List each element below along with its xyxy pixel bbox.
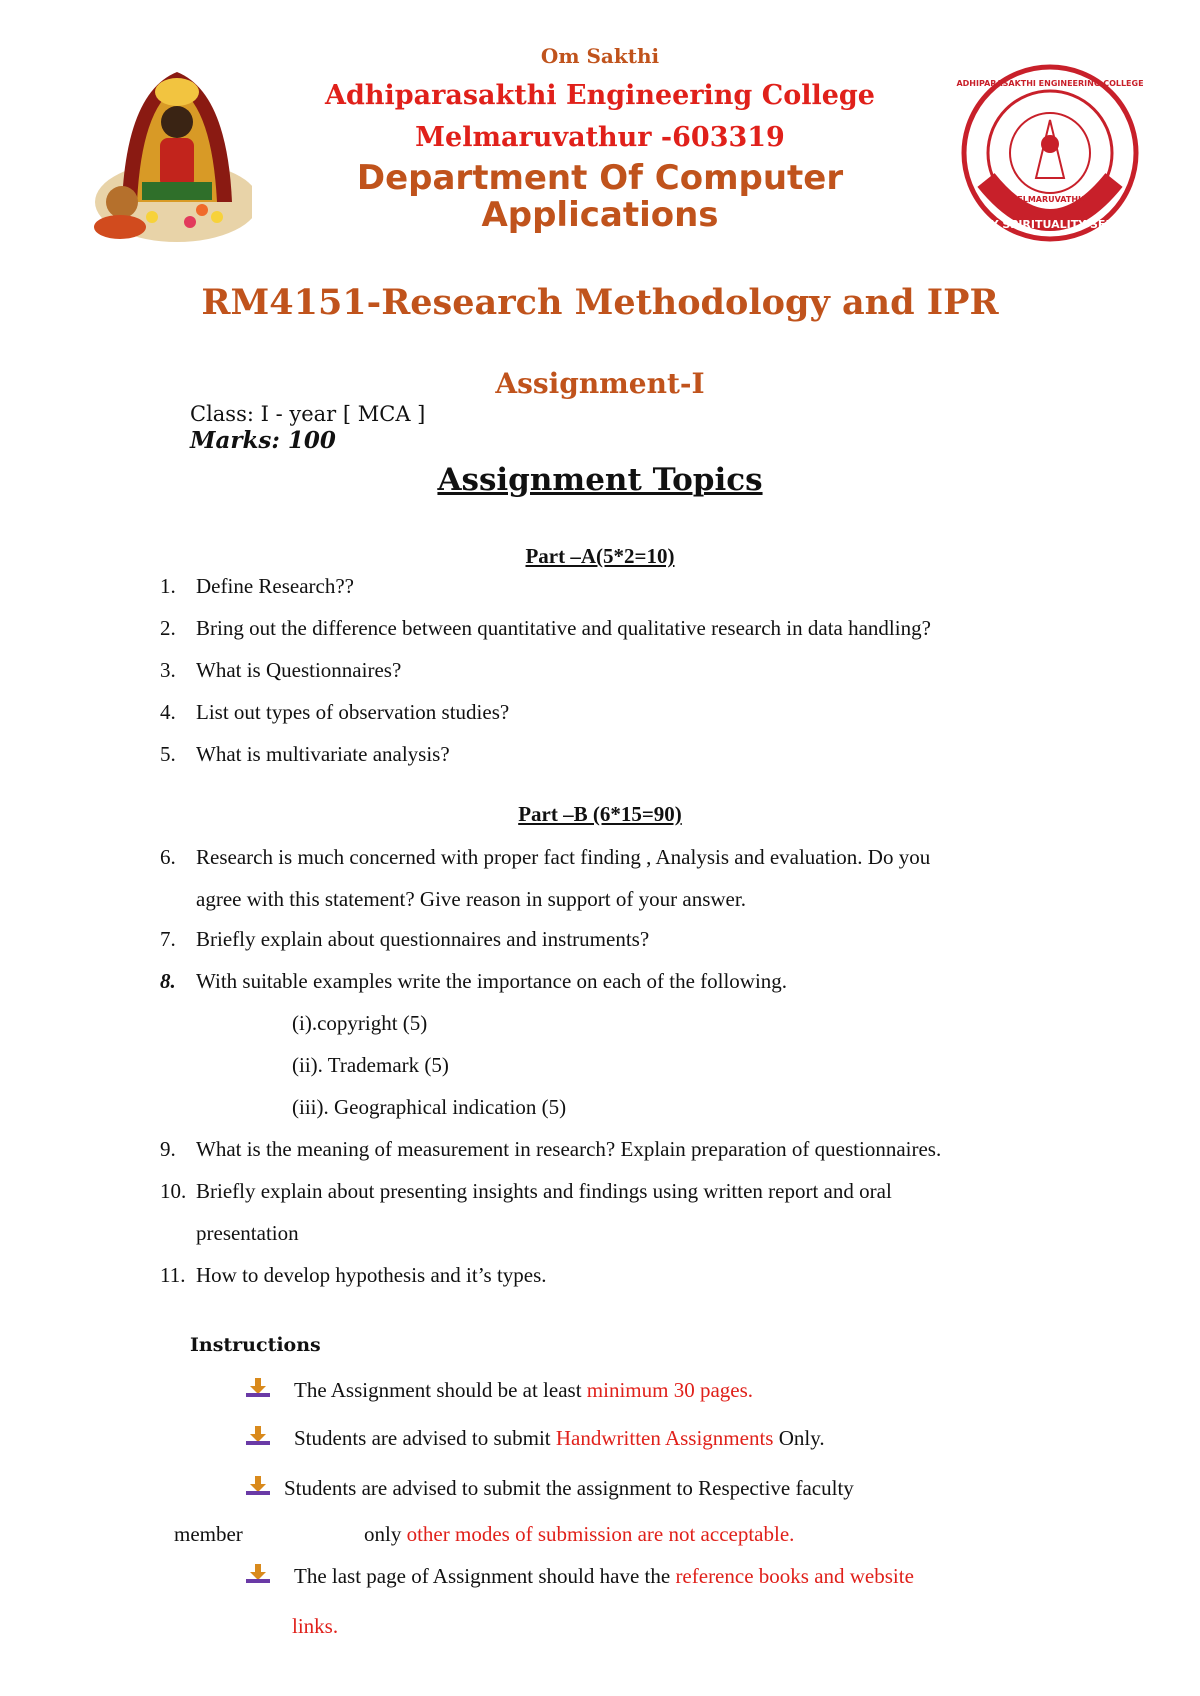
instructions-title: Instructions	[190, 1334, 321, 1356]
question-number: 7.	[160, 927, 176, 951]
instruction-text: member	[174, 1522, 243, 1546]
question-number: 1.	[160, 574, 176, 598]
question-text: Bring out the difference between quantitative and qualitative research in data handling?	[196, 616, 931, 640]
question-text: List out types of observation studies?	[196, 700, 510, 724]
sub-item: (iii). Geographical indication (5)	[292, 1095, 567, 1119]
arrow-bullet-icon	[246, 1378, 270, 1400]
instruction-highlight: links.	[292, 1614, 339, 1638]
seal-place-text: MELMARUVATHUR	[1009, 195, 1091, 204]
sub-item: (i).copyright (5)	[292, 1011, 428, 1035]
instruction-text: Only.	[773, 1426, 825, 1450]
list-item	[0, 616, 1200, 640]
question-number: 3.	[160, 658, 176, 682]
list-item	[0, 742, 1200, 766]
sub-item: (ii). Trademark (5)	[292, 1053, 449, 1077]
om-sakthi: Om Sakthi	[540, 44, 660, 68]
question-text: Research is much concerned with proper fact finding , Analysis and evaluation. Do you	[196, 845, 931, 869]
department-title	[0, 160, 1200, 234]
list-item	[0, 927, 1200, 951]
list-item	[0, 1263, 1200, 1287]
list-item	[0, 1137, 1200, 1161]
question-number: 6.	[160, 845, 176, 869]
question-number: 8.	[160, 969, 176, 993]
instruction-text: only	[364, 1522, 407, 1546]
instruction-highlight: minimum 30 pages.	[586, 1378, 754, 1402]
department-line-1: Department Of Computer	[356, 158, 844, 198]
list-item	[0, 658, 1200, 682]
instruction-highlight: Handwritten Assignments	[555, 1426, 774, 1450]
list-item	[0, 700, 1200, 724]
question-number: 4.	[160, 700, 176, 724]
instruction-text: The last page of Assignment should have the	[294, 1564, 676, 1588]
assignment-title: Assignment-I	[495, 367, 705, 400]
question-continuation	[0, 1221, 1200, 1245]
list-item	[0, 845, 1200, 869]
instruction-item	[364, 1522, 794, 1547]
marks-line: Marks: 100	[190, 427, 336, 454]
question-text: agree with this statement? Give reason in support of your answer.	[196, 887, 746, 911]
question-text: With suitable examples write the importance on each of the following.	[196, 969, 788, 993]
college-place: Melmaruvathur -603319	[415, 122, 785, 153]
part-b-title: Part –B (6*15=90)	[518, 802, 682, 826]
list-item	[0, 969, 1200, 993]
arrow-bullet-icon	[246, 1426, 270, 1448]
seal-college-text: ADHIPARASAKTHI ENGINEERING COLLEGE	[956, 79, 1144, 88]
arrow-bullet-icon	[246, 1476, 270, 1498]
instruction-highlight: other modes of submission are not acceptable.	[406, 1522, 795, 1546]
question-number: 5.	[160, 742, 176, 766]
seal-motto: STUDY SPIRITUALITY SERVICE	[957, 218, 1143, 231]
class-line: Class: I - year [ MCA ]	[190, 402, 426, 426]
course-title: RM4151-Research Methodology and IPR	[201, 282, 999, 323]
instruction-text: Students are advised to submit	[294, 1426, 556, 1450]
question-text: What is multivariate analysis?	[196, 742, 450, 766]
arrow-bullet-icon	[246, 1564, 270, 1586]
topics-title: Assignment Topics	[437, 462, 763, 498]
part-a-title: Part –A(5*2=10)	[525, 544, 675, 568]
list-item	[0, 574, 1200, 598]
question-text: Define Research??	[196, 574, 354, 598]
instruction-highlight: reference books and website	[675, 1564, 914, 1588]
question-text: Briefly explain about questionnaires and instruments?	[196, 927, 650, 951]
college-name: Adhiparasakthi Engineering College	[325, 80, 875, 111]
question-text: Briefly explain about presenting insights and findings using written report and oral	[196, 1179, 892, 1203]
list-item	[0, 1179, 1200, 1203]
question-continuation	[0, 887, 1200, 911]
question-number: 10.	[160, 1179, 187, 1203]
question-number: 9.	[160, 1137, 176, 1161]
question-number: 11.	[160, 1263, 186, 1287]
question-text: What is Questionnaires?	[196, 658, 402, 682]
instruction-text: Students are advised to submit the assignment to Respective faculty	[284, 1476, 854, 1500]
question-number: 2.	[160, 616, 176, 640]
question-text: presentation	[196, 1221, 299, 1245]
question-text: How to develop hypothesis and it’s types.	[196, 1263, 547, 1287]
department-line-2: Applications	[481, 195, 719, 235]
question-text: What is the meaning of measurement in research? Explain preparation of questionnaires.	[196, 1137, 942, 1161]
instruction-text: The Assignment should be at least	[294, 1378, 587, 1402]
